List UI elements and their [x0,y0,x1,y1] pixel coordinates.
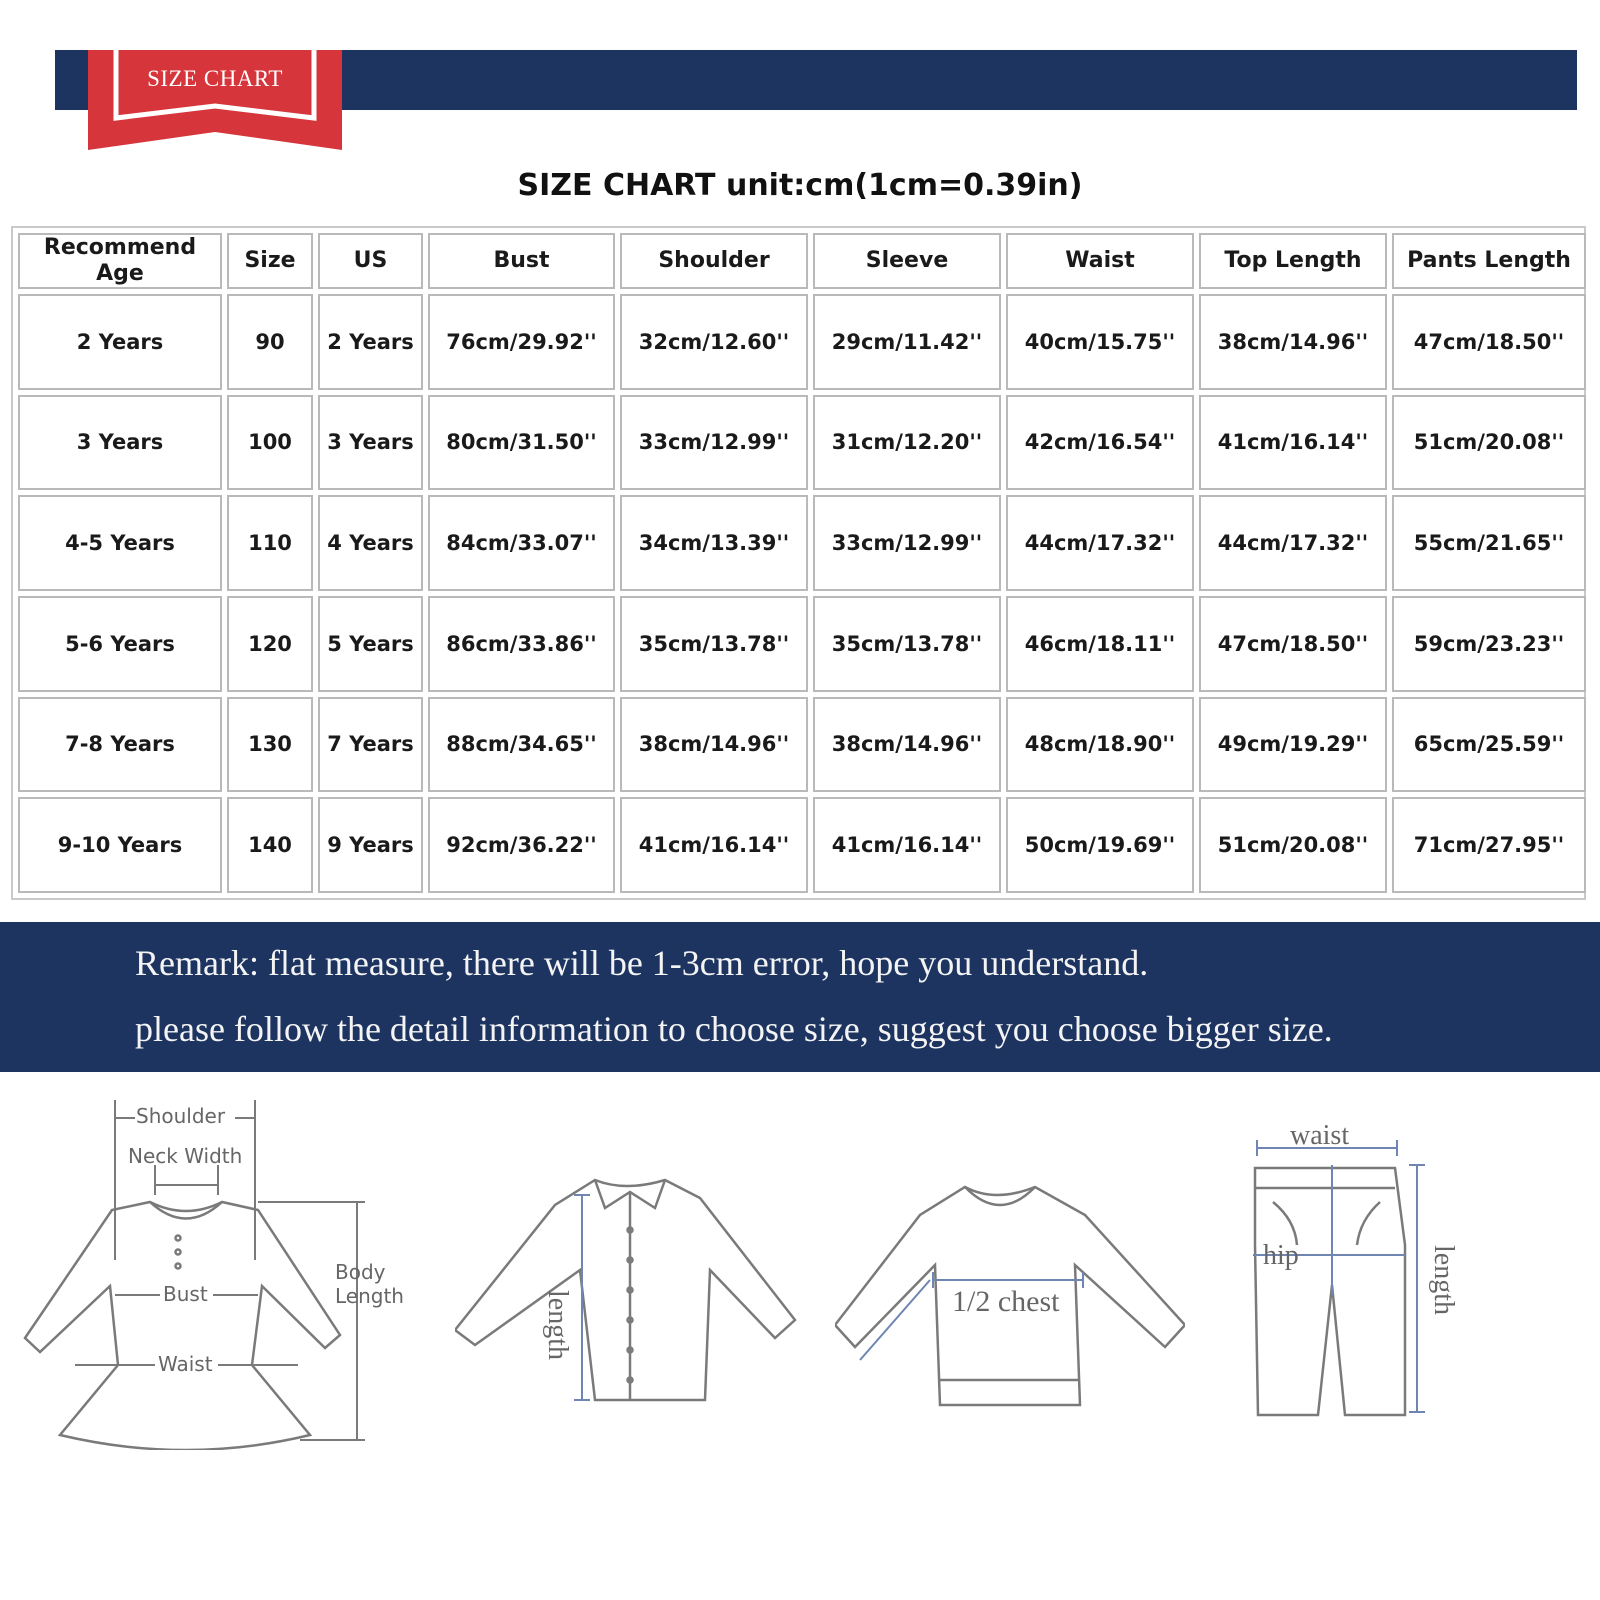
header-cell: Sleeve [813,233,1001,289]
table-cell: 38cm/14.96'' [1199,294,1387,390]
header-cell: US [318,233,423,289]
table-cell: 29cm/11.42'' [813,294,1001,390]
table-cell: 41cm/16.14'' [813,797,1001,893]
table-row [18,495,1586,591]
table-cell: 3 Years [18,395,222,491]
pants-length-label: length [1428,1245,1459,1315]
table-cell: 80cm/31.50'' [428,395,615,491]
table-cell: 48cm/18.90'' [1006,697,1194,793]
table-cell: 65cm/25.59'' [1392,697,1586,793]
remark-band [0,922,1600,1072]
table-cell: 5 Years [318,596,423,692]
remark-line-1: Remark: flat measure, there will be 1-3cm error, hope you understand. [135,943,1149,983]
table-row [18,294,1586,390]
shirt-illustration [455,1170,810,1410]
shirt-diagram [455,1170,810,1410]
table-cell: 44cm/17.32'' [1006,495,1194,591]
table-header-row [18,233,1586,289]
body-length-label: Body [335,1260,386,1284]
table-cell: 4 Years [318,495,423,591]
header-cell: Waist [1006,233,1194,289]
pants-diagram [1235,1120,1485,1425]
table-cell: 41cm/16.14'' [620,797,808,893]
table-cell: 86cm/33.86'' [428,596,615,692]
table-cell: 4-5 Years [18,495,222,591]
table-cell: 76cm/29.92'' [428,294,615,390]
table-cell: 35cm/13.78'' [620,596,808,692]
table-cell: 9 Years [318,797,423,893]
table-cell: 49cm/19.29'' [1199,697,1387,793]
bust-label: Bust [163,1282,208,1306]
shirt-length-label: length [542,1290,573,1360]
table-cell: 5-6 Years [18,596,222,692]
table-cell: 7 Years [318,697,423,793]
table-cell: 34cm/13.39'' [620,495,808,591]
header-cell: Shoulder [620,233,808,289]
table-cell: 50cm/19.69'' [1006,797,1194,893]
table-cell: 130 [227,697,313,793]
table-cell: 32cm/12.60'' [620,294,808,390]
table-row [18,797,1586,893]
waist-label: Waist [158,1352,213,1376]
table-cell: 38cm/14.96'' [813,697,1001,793]
pants-hip-label: hip [1263,1240,1299,1271]
table-cell: 51cm/20.08'' [1199,797,1387,893]
table-cell: 31cm/12.20'' [813,395,1001,491]
table-cell: 44cm/17.32'' [1199,495,1387,591]
table-row [18,395,1586,491]
header-cell: Size [227,233,313,289]
header-cell: Bust [428,233,615,289]
table-cell: 88cm/34.65'' [428,697,615,793]
table-cell: 33cm/12.99'' [813,495,1001,591]
size-table-frame [11,226,1586,900]
table-cell: 47cm/18.50'' [1392,294,1586,390]
table-cell: 59cm/23.23'' [1392,596,1586,692]
table-cell: 47cm/18.50'' [1199,596,1387,692]
sweater-diagram [835,1175,1185,1415]
neck-width-label: Neck Width [128,1144,243,1168]
shoulder-label: Shoulder [136,1104,226,1128]
table-cell: 140 [227,797,313,893]
size-chart-ribbon [88,50,342,152]
table-cell: 41cm/16.14'' [1199,395,1387,491]
table-cell: 3 Years [318,395,423,491]
size-table [13,228,1591,898]
header-cell: Pants Length [1392,233,1586,289]
table-cell: 71cm/27.95'' [1392,797,1586,893]
table-cell: 55cm/21.65'' [1392,495,1586,591]
header-cell: Recommend Age [18,233,222,289]
remark-line-2: please follow the detail information to choose size, suggest you choose bigger size. [135,1009,1333,1049]
table-cell: 2 Years [318,294,423,390]
table-cell: 110 [227,495,313,591]
body-length-label-2: Length [335,1284,404,1308]
table-cell: 92cm/36.22'' [428,797,615,893]
half-chest-label: 1/2 chest [952,1285,1060,1318]
header-cell: Top Length [1199,233,1387,289]
table-cell: 46cm/18.11'' [1006,596,1194,692]
table-cell: 90 [227,294,313,390]
table-cell: 100 [227,395,313,491]
table-cell: 42cm/16.54'' [1006,395,1194,491]
chart-heading: SIZE CHART unit:cm(1cm=0.39in) [517,168,1083,203]
table-cell: 9-10 Years [18,797,222,893]
ribbon-label: SIZE CHART [147,66,283,91]
table-cell: 35cm/13.78'' [813,596,1001,692]
table-cell: 84cm/33.07'' [428,495,615,591]
table-cell: 51cm/20.08'' [1392,395,1586,491]
table-row [18,596,1586,692]
table-row [18,697,1586,793]
table-cell: 33cm/12.99'' [620,395,808,491]
dress-diagram [0,1090,440,1450]
table-cell: 2 Years [18,294,222,390]
table-cell: 38cm/14.96'' [620,697,808,793]
table-cell: 7-8 Years [18,697,222,793]
pants-waist-label: waist [1290,1120,1350,1151]
table-cell: 40cm/15.75'' [1006,294,1194,390]
table-cell: 120 [227,596,313,692]
